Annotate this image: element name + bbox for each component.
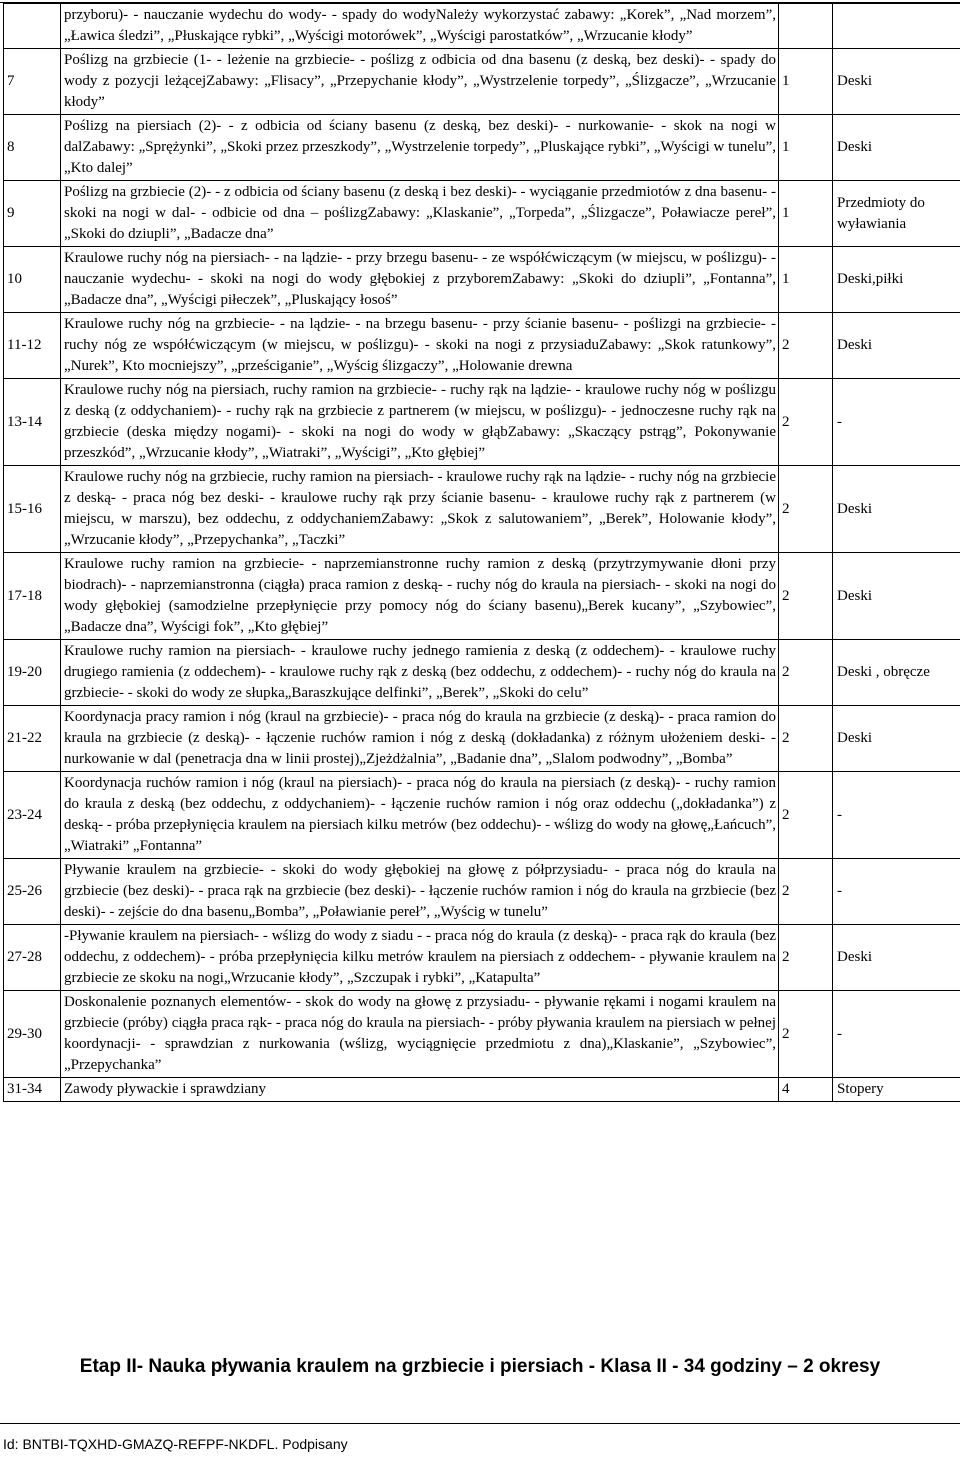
table-row bbox=[4, 466, 960, 553]
section-heading: Etap II- Nauka pływania kraulem na grzbiecie i piersiach - Klasa II - 34 godziny – 2 okresy bbox=[79, 1356, 881, 1377]
lesson-topic: Koordynacja ruchów ramion i nóg (kraul na piersiach)- - praca nóg do kraula na piersiach (z deską)- - ruchy ramion do kraula z deską (bez oddechu, z oddychaniem)- - łączenie ruchów ramion i nóg oraz oddechu („dokładanka”) z deską- - próba przepłynięcia kraulem na piersiach kilku metrów (bez oddechu)- - wślizg do wody na głowę„Łańcuch”, „Wiatraki” „Fontanna” bbox=[61, 772, 779, 859]
lesson-number: 31-34 bbox=[4, 1078, 61, 1102]
lesson-topic: Poślizg na piersiach (2)- - z odbicia od ściany basenu (z deską, bez deski)- - nurkowanie- - skok na nogi w dalZabawy: „Sprężynki”, „Skoki przez przeszkody”, „Wystrzelenie torpedy”, „Pluskające rybki”, „Wyścigi w tunelu”, „Kto dalej” bbox=[61, 115, 779, 181]
lesson-equipment: Deski bbox=[833, 49, 960, 115]
lesson-number: 8 bbox=[4, 115, 61, 181]
table-row bbox=[4, 553, 960, 640]
lesson-equipment: Stopery bbox=[833, 1078, 960, 1102]
lesson-number: 9 bbox=[4, 181, 61, 247]
lesson-equipment: Deski bbox=[833, 706, 960, 772]
lesson-hours: 1 bbox=[779, 115, 833, 181]
lesson-topic: Kraulowe ruchy nóg na piersiach- - na lądzie- - przy brzegu basenu- - ze współćwiczącym (w miejscu, w poślizgu)- - nauczanie wydechu- - skoki na nogi do wody głębokiej z przyboremZabawy: „Skoki do dziupli”, „Fontanna”, „Badacze dna”, „Wyścigi piłeczek”, „Pluskający łosoś” bbox=[61, 247, 779, 313]
lesson-number: 7 bbox=[4, 49, 61, 115]
lesson-hours bbox=[779, 4, 833, 49]
lesson-topic: Kraulowe ruchy ramion na grzbiecie- - naprzemianstronne ruchy ramion z deską (przytrzymywanie dłoni przy biodrach)- - naprzemianstronna (ciągła) praca ramion z deską- - ruchy nóg do kraula na piersiach- - skoki na nogi do wody głębokiej (samodzielne przepłynięcie przy pomocy nóg do ściany basenu)„Berek kucany”, „Szybowiec”, „Badacze dna”, Wyścigi fok”, „Kto głębiej” bbox=[61, 553, 779, 640]
lesson-number: 19-20 bbox=[4, 640, 61, 706]
lesson-topic: Poślizg na grzbiecie (1- - leżenie na grzbiecie- - poślizg z odbicia od dna basenu (z deską, bez deski)- - spady do wody z pozycji leżącejZabawy: „Flisacy”, „Przepychanie kłody”, „Wystrzelenie torpedy”, „Ślizgacze”, „Wrzucanie kłody” bbox=[61, 49, 779, 115]
table-row bbox=[4, 772, 960, 859]
lesson-equipment: Deski bbox=[833, 313, 960, 379]
table-row bbox=[4, 991, 960, 1078]
table-row bbox=[4, 1078, 960, 1102]
table-row bbox=[4, 313, 960, 379]
lesson-equipment: - bbox=[833, 379, 960, 466]
lesson-hours: 2 bbox=[779, 313, 833, 379]
lesson-number: 23-24 bbox=[4, 772, 61, 859]
lesson-number: 15-16 bbox=[4, 466, 61, 553]
lesson-topic: Kraulowe ruchy nóg na grzbiecie, ruchy ramion na piersiach- - kraulowe ruchy rąk na lądzie- - ruchy nóg na grzbiecie z deską- - praca nóg bez deski- - kraulowe ruchy rąk przy ścianie basenu- - kraulowe ruchy rąk z partnerem (w miejscu, w marszu), bez oddechu, z oddychaniemZabawy: „Skok z salutowaniem”, „Berek”, Holowanie kłody”, „Wrzucanie kłody”, „Przepychanka”, „Taczki” bbox=[61, 466, 779, 553]
lesson-topic: Zawody pływackie i sprawdziany bbox=[61, 1078, 779, 1102]
table-row bbox=[4, 247, 960, 313]
lesson-number bbox=[4, 4, 61, 49]
lesson-equipment: Deski bbox=[833, 466, 960, 553]
table-row bbox=[4, 181, 960, 247]
lesson-hours: 1 bbox=[779, 181, 833, 247]
table-row bbox=[4, 4, 960, 49]
lesson-hours: 2 bbox=[779, 466, 833, 553]
lesson-hours: 4 bbox=[779, 1078, 833, 1102]
lesson-equipment: Przedmioty do wyławiania bbox=[833, 181, 960, 247]
table-row bbox=[4, 859, 960, 925]
lesson-equipment: Deski , obręcze bbox=[833, 640, 960, 706]
lesson-equipment: Deski bbox=[833, 553, 960, 640]
lesson-topic: Kraulowe ruchy ramion na piersiach- - kraulowe ruchy jednego ramienia z deską (z oddechem)- - kraulowe ruchy drugiego ramienia (z oddechem)- - kraulowe ruchy rąk z deską (bez oddechu, z oddechem)- - ruchy nóg do kraula na grzbiecie- - skoki do wody ze słupka„Baraszkujące delfinki”, „Berek”, „Skoki do celu” bbox=[61, 640, 779, 706]
document-id-footer: Id: BNTBI-TQXHD-GMAZQ-REFPF-NKDFL. Podpisany bbox=[0, 1423, 960, 1452]
lesson-topic: Koordynacja pracy ramion i nóg (kraul na grzbiecie)- - praca nóg do kraula na grzbiecie (z deską)- - praca ramion do kraula na grzbiecie (z deską)- - łączenie ruchów ramion i nóg z deską (dokładanka) z różnym ułożeniem deski- - nurkowanie w dal (penetracja dna w linii prostej)„Zjeżdżalnia”, „Badanie dna”, „Slalom podwodny”, „Bomba” bbox=[61, 706, 779, 772]
lesson-topic: Kraulowe ruchy nóg na grzbiecie- - na lądzie- - na brzegu basenu- - przy ścianie basenu- - poślizgi na grzbiecie- - ruchy nóg ze współćwiczącym (w miejscu, w poślizgu)- - skoki na nogi z przysiaduZabawy: „Skok ratunkowy”, „Nurek”, Kto mocniejszy”, „prześciganie”, „Wyścig ślizgaczy”, „Holowanie drewna bbox=[61, 313, 779, 379]
lesson-topic: -Pływanie kraulem na piersiach- - wślizg do wody z siadu - - praca nóg do kraula (z deską)- - praca rąk do kraula (bez oddechu, z oddechem)- - próba przepłynięcia kilku metrów kraulem na piersiach z oddechem- - pływanie kraulem na grzbiecie ze skoku na nogi„Wrzucanie kłody”, „Szczupak i rybki”, „Katapulta” bbox=[61, 925, 779, 991]
lesson-hours: 2 bbox=[779, 553, 833, 640]
lesson-number: 29-30 bbox=[4, 991, 61, 1078]
lesson-topic: Doskonalenie poznanych elementów- - skok do wody na głowę z przysiadu- - pływanie rękami i nogami kraulem na grzbiecie (próby) ciągła praca rąk- - praca nóg do kraula na piersiach- - próby pływania kraulem na piersiach w pełnej koordynacji- - sprawdzian z nurkowania (wślizg, wyciągnięcie przedmiotu z dna)„Klaskanie”, „Szybowiec”, „Przepychanka” bbox=[61, 991, 779, 1078]
lesson-hours: 2 bbox=[779, 925, 833, 991]
lesson-hours: 1 bbox=[779, 247, 833, 313]
lesson-number: 17-18 bbox=[4, 553, 61, 640]
table-row bbox=[4, 640, 960, 706]
lesson-number: 25-26 bbox=[4, 859, 61, 925]
lesson-equipment: Deski bbox=[833, 925, 960, 991]
table-row bbox=[4, 379, 960, 466]
lesson-topic: Poślizg na grzbiecie (2)- - z odbicia od ściany basenu (z deską i bez deski)- - wyciąganie przedmiotów z dna basenu- - skoki na nogi w dal- - odbicie od dna – poślizgZabawy: „Klaskanie”, „Torpeda”, „Ślizgacze”, Poławiacze pereł”, „Skoki do dziupli”, „Badacze dna” bbox=[61, 181, 779, 247]
table-row bbox=[4, 706, 960, 772]
lesson-equipment: - bbox=[833, 991, 960, 1078]
lesson-hours: 2 bbox=[779, 379, 833, 466]
lesson-equipment bbox=[833, 4, 960, 49]
table-row bbox=[4, 925, 960, 991]
lesson-number: 13-14 bbox=[4, 379, 61, 466]
lesson-hours: 2 bbox=[779, 706, 833, 772]
lesson-topic: Kraulowe ruchy nóg na piersiach, ruchy ramion na grzbiecie- - ruchy rąk na lądzie- - kraulowe ruchy nóg w poślizgu z deską (z oddychaniem)- - ruchy rąk na grzbiecie z partnerem (w miejscu, w poślizgu)- - jednoczesne ruchy rąk na grzbiecie (deska między nogami)- - skoki na nogi do wody w głąbZabawy: „Skaczący pstrąg”, Pokonywanie przeszkód”, „Wrzucanie kłody”, „Wiatraki”, „Wyścigi”, „Kto głębiej” bbox=[61, 379, 779, 466]
lesson-number: 11-12 bbox=[4, 313, 61, 379]
lesson-topic: Pływanie kraulem na grzbiecie- - skoki do wody głębokiej na głowę z półprzysiadu- - praca nóg do kraula na grzbiecie (bez deski)- - praca rąk na grzbiecie (bez deski)- - łączenie ruchów ramion i nóg do kraula na grzbiecie (bez deski)- - zejście do dna basenu„Bomba”, „Poławianie pereł”, „Wyścig w tunelu” bbox=[61, 859, 779, 925]
lesson-hours: 2 bbox=[779, 991, 833, 1078]
lesson-hours: 2 bbox=[779, 772, 833, 859]
lesson-equipment: Deski,piłki bbox=[833, 247, 960, 313]
lesson-equipment: - bbox=[833, 859, 960, 925]
table-row bbox=[4, 49, 960, 115]
table-row bbox=[4, 115, 960, 181]
lesson-number: 10 bbox=[4, 247, 61, 313]
lesson-hours: 2 bbox=[779, 859, 833, 925]
lesson-plan-table bbox=[3, 3, 960, 1102]
lesson-equipment: Deski bbox=[833, 115, 960, 181]
lesson-topic: przyboru)- - nauczanie wydechu do wody- - spady do wodyNależy wykorzystać zabawy: „Korek”, „Nad morzem”, „Ławica śledzi”, „Płuskające rybki”, „Wyścigi motorówek”, „Wyścigi parostatków”, „Wrzucanie kłody” bbox=[61, 4, 779, 49]
lesson-hours: 2 bbox=[779, 640, 833, 706]
lesson-number: 27-28 bbox=[4, 925, 61, 991]
lesson-hours: 1 bbox=[779, 49, 833, 115]
lesson-number: 21-22 bbox=[4, 706, 61, 772]
lesson-equipment: - bbox=[833, 772, 960, 859]
